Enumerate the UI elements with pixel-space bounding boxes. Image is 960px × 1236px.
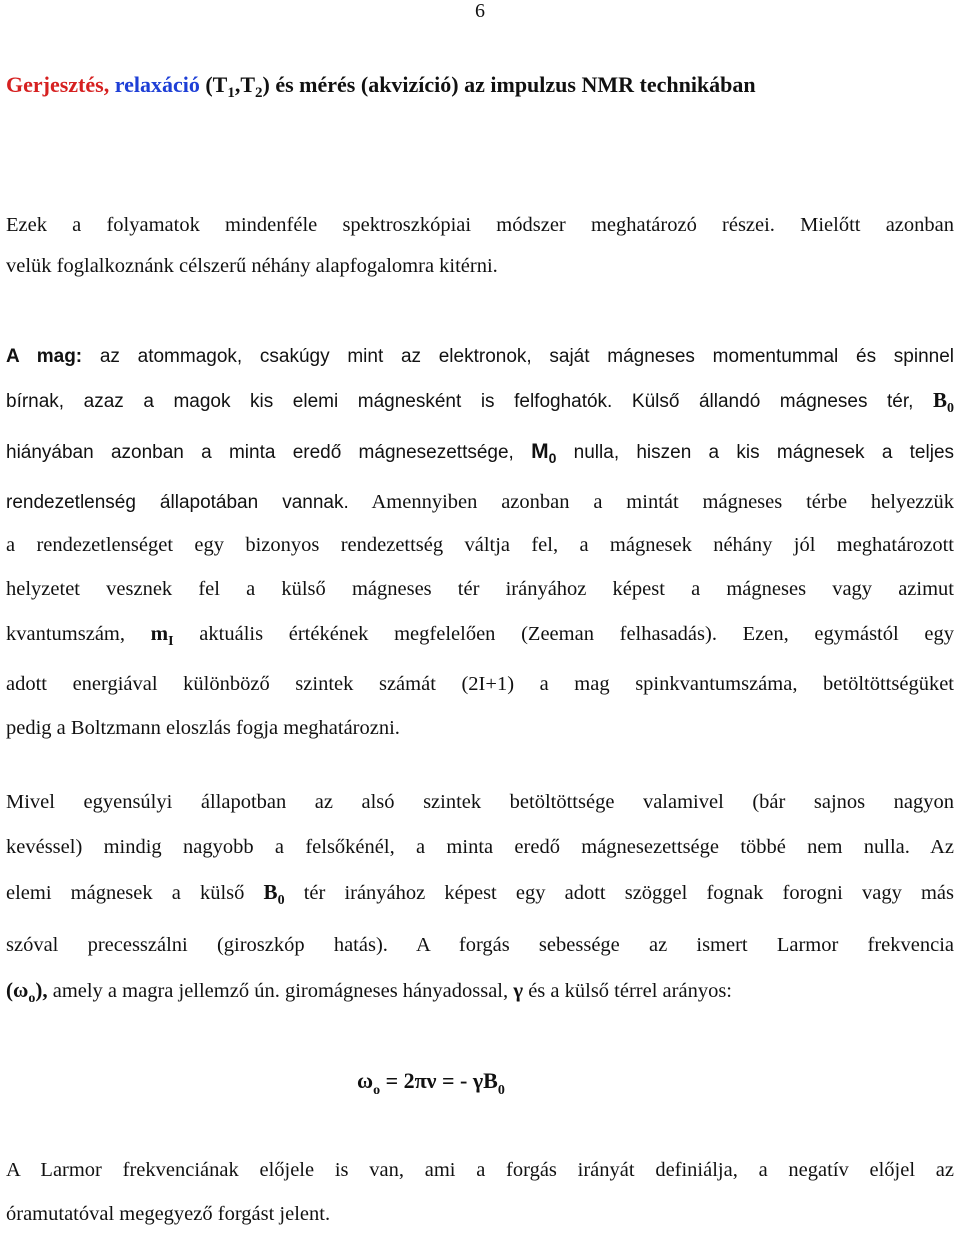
title-part-rest: ) és mérés (akvizíció) az impulzus NMR technikában: [262, 72, 756, 97]
section-title: [6, 72, 956, 102]
larmor-equation: $\omega_o = 2\pi\nu$ = - $\gamma B_0$: [357, 1068, 505, 1098]
nucleus-line-2: [6, 379, 954, 431]
nucleus-line-1: [6, 335, 954, 379]
symbol-gamma: γ: [513, 978, 524, 1002]
nucleus-line-9: pedig a Boltzmann eloszlás fogja meghatározni.: [6, 716, 400, 739]
sign-line-2: óramutatóval megegyező forgást jelent.: [6, 1203, 331, 1225]
symbol-b0: $B_0$: [263, 880, 285, 908]
symbol-omega0: $(\omega_o)$,: [6, 978, 48, 1006]
title-part-relaxation: relaxáció: [114, 72, 200, 97]
intro-line-2: velük foglalkoznánk célszerű néhány alapfogalomra kitérni.: [6, 255, 498, 277]
precession-line-1: Mivel egyensúlyi állapotban az alsó szintek betöltöttsége valamivel (bár sajnos nagyon: [6, 791, 954, 813]
nucleus-line-1-text: az atommagok, csakúgy mint az elektronok, saját mágneses momentummal és spinnel: [82, 346, 954, 367]
nucleus-line-7: kvantumszám, $m_I$ aktuális értékének megfelelően (Zeeman felhasadás). Ezen, egymástól egy: [6, 620, 954, 649]
nucleus-line-6: helyzetet vesznek fel a külső mágneses tér irányához képest a mágneses vagy azimut: [6, 577, 954, 600]
nucleus-line-3: hiányában azonban a minta eredő mágnesezettsége, $M_0$ nulla, hiszen a kis mágnesek a teljes: [6, 440, 955, 467]
precession-line-3: elemi mágnesek a külső $B_0$ tér irányához képest egy adott szöggel fognak forogni vagy más: [6, 880, 955, 908]
paragraph-nucleus: [6, 335, 954, 750]
nucleus-term: A mag:: [6, 346, 83, 367]
symbol-m0: $M_0$: [531, 440, 557, 467]
nucleus-line-5: a rendezetlenséget egy bizonyos rendezettség váltja fel, a mágnesek néhány jól meghatározott: [6, 534, 954, 557]
paragraph-precession: [6, 780, 954, 1021]
sign-line-1: A Larmor frekvenciának előjele is van, ami a forgás irányát definiálja, a negatív előjel az: [6, 1159, 954, 1181]
precession-line-4: szóval precesszálni (giroszkóp hatás). A forgás sebessége az ismert Larmor frekvencia: [6, 934, 954, 956]
nucleus-line-8: adott energiával különböző szintek számát (2I+1) a mag spinkvantumszáma, betöltöttségüket: [6, 673, 954, 696]
title-part-t: (T: [205, 72, 228, 97]
nucleus-line-4: rendezetlenség állapotában vannak. Amennyiben azonban a mintát mágneses térbe helyezzük: [6, 490, 954, 513]
paragraph-sign: [6, 1148, 954, 1236]
symbol-mi: $m_I$: [150, 620, 174, 649]
nucleus-line-2b-text: Külső állandó mágneses tér,: [612, 390, 933, 412]
title-part-t2: ,T: [234, 72, 256, 97]
intro-line-1: Ezek a folyamatok mindenféle spektroszkópiai módszer meghatározó részei. Mielőtt azonban: [6, 214, 954, 236]
paragraph-intro: [6, 205, 954, 287]
title-part-excitation: Gerjesztés,: [6, 72, 110, 97]
symbol-b0: $B_0$: [932, 387, 954, 416]
precession-line-5: $(\omega_o)$, amely a magra jellemző ún. giromágneses hányadossal, γ és a külső térrel arányos:: [6, 978, 732, 1006]
title-sub-1: 1: [227, 85, 235, 101]
page-number: 6: [475, 0, 485, 22]
precession-line-2: kevéssel) mindig nagyobb a felsőkénél, a minta eredő mágnesezettsége többé nem nulla. Az: [6, 836, 954, 858]
title-sub-2: 2: [255, 85, 263, 101]
nucleus-line-2-text: bírnak, azaz a magok kis elemi mágnesként is felfoghatók.: [6, 390, 613, 412]
